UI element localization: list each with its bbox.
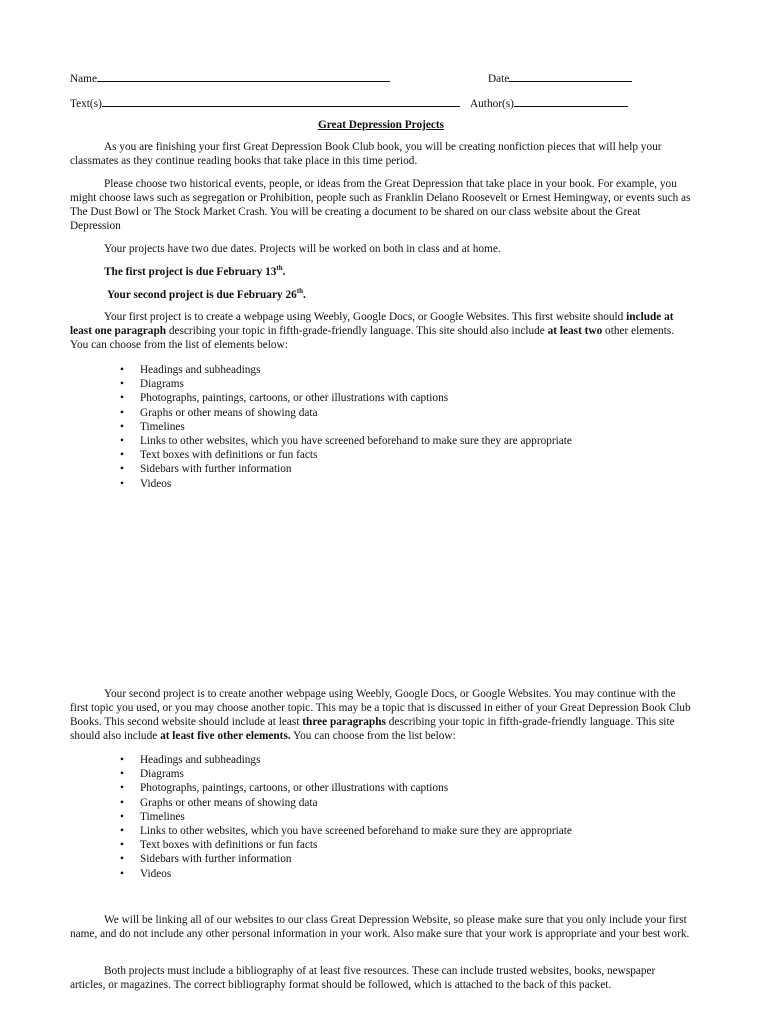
- bullet-icon: •: [120, 853, 124, 866]
- list-item: [70, 448, 692, 462]
- bullet-icon: •: [120, 406, 124, 419]
- second-due-text: Your second project is due February 26: [107, 289, 297, 301]
- bullet-icon: •: [120, 477, 124, 490]
- list-item-text: Videos: [140, 477, 172, 490]
- first-project-paragraph: [70, 310, 692, 352]
- bullet-icon: •: [120, 768, 124, 781]
- list-item: [70, 852, 692, 866]
- texts-blank: [102, 95, 460, 107]
- list-item: [70, 434, 692, 448]
- list-item-text: Timelines: [140, 420, 185, 433]
- list-item-text: Videos: [140, 867, 172, 880]
- bibliography-paragraph: Both projects must include a bibliography of at least five resources. These can include trusted websites, books, newspaper articles, or magazines. The correct bibliography format should be followed, which is attached to the back of this packet.: [70, 965, 656, 991]
- first-due-text: The first project is due February 13: [104, 266, 277, 278]
- name-label: Name: [70, 73, 97, 85]
- first-project-bold-paragraph: include at least one paragraph: [70, 311, 674, 337]
- list-item: [70, 753, 692, 767]
- list-item: [70, 377, 692, 391]
- bullet-icon: •: [120, 824, 124, 837]
- second-project-text-a: Your second project is to create another webpage using Weebly, Google Docs, or Google Websites. You may continue with the first topic you used, or you may choose another topic. This may be a topic that is discussed in either of your Great Depression Book Club Books. This second website should include at least: [70, 688, 691, 728]
- bullet-icon: •: [120, 867, 124, 880]
- list-item: [70, 824, 692, 838]
- name-blank: [97, 70, 390, 82]
- list-item: [70, 420, 692, 434]
- list-item: [70, 391, 692, 405]
- page-title: Great Depression Projects: [317, 119, 445, 131]
- choose-paragraph: Please choose two historical events, people, or ideas from the Great Depression that take place in your book. For example, you might choose laws such as segregation or Prohibition, people such as Franklin Delano Roosevelt or Ernest Hemingway, or events such as The Dust Bowl or The Stock Market Crash. You will be creating a document to be shared on our class website about the Great Depression: [70, 178, 691, 232]
- list-item-text: Headings and subheadings: [140, 364, 261, 376]
- second-due-suffix: th: [296, 287, 303, 296]
- second-project-bold-elements: at least five other elements.: [160, 730, 291, 742]
- list-item-text: Diagrams: [140, 378, 184, 391]
- date-row: [488, 70, 632, 86]
- first-project-text-c: describing your topic in fifth-grade-friendly language. This site should also include: [166, 325, 548, 337]
- first-project-bold-two: at least two: [547, 325, 603, 337]
- list-item-text: Sidebars with further information: [140, 463, 292, 476]
- linking-paragraph: We will be linking all of our websites to our class Great Depression Website, so please make sure that you only include your first name, and do not include any other personal information in your work. Also make sure that your work is appropriate and your best work.: [70, 914, 690, 940]
- texts-label: Text(s): [70, 98, 102, 110]
- list-item-text: Headings and subheadings: [140, 754, 261, 766]
- list-item-text: Graphs or other means of showing data: [140, 406, 318, 419]
- list-item-text: Text boxes with definitions or fun facts: [140, 839, 318, 852]
- authors-blank: [514, 95, 628, 107]
- bullet-icon: •: [120, 796, 124, 809]
- name-row: [70, 70, 390, 86]
- bullet-icon: •: [120, 434, 124, 447]
- second-project-bold-paragraphs: three paragraphs: [302, 716, 386, 728]
- first-due-date: [70, 265, 692, 279]
- list-item-text: Links to other websites, which you have screened beforehand to make sure they are appropriate: [140, 434, 572, 447]
- first-project-text-e: other elements. You can choose from the list of elements below:: [70, 325, 675, 351]
- authors-label: Author(s): [470, 98, 514, 110]
- list-item: [70, 781, 692, 795]
- first-due-period: .: [282, 266, 286, 278]
- list-item: [70, 363, 692, 377]
- second-project-text-e: You can choose from the list below:: [290, 730, 456, 742]
- bullet-icon: •: [120, 754, 124, 766]
- due-dates-paragraph: Your projects have two due dates. Projects will be worked on both in class and at home.: [104, 243, 501, 255]
- list-item-text: Graphs or other means of showing data: [140, 796, 318, 809]
- date-blank: [509, 70, 632, 82]
- second-project-text-c: describing your topic in fifth-grade-friendly language. This site should also include: [70, 716, 675, 742]
- list-item: [70, 796, 692, 810]
- elements-list-second: [70, 753, 692, 881]
- second-due-period: .: [302, 289, 306, 301]
- second-project-paragraph: [70, 687, 692, 743]
- list-item: [70, 838, 692, 852]
- date-label: Date: [488, 73, 510, 85]
- second-due-date: [70, 288, 692, 302]
- bullet-icon: •: [120, 839, 124, 852]
- first-project-text-a: Your first project is to create a webpage using Weebly, Google Docs, or Google Websites. This first website should: [104, 311, 627, 323]
- bullet-icon: •: [120, 420, 124, 433]
- first-due-suffix: th: [276, 264, 283, 273]
- list-item-text: Links to other websites, which you have screened beforehand to make sure they are appropriate: [140, 824, 572, 837]
- list-item-text: Text boxes with definitions or fun facts: [140, 449, 318, 462]
- list-item: [70, 867, 692, 881]
- bullet-icon: •: [120, 392, 124, 405]
- list-item-text: Photographs, paintings, cartoons, or other illustrations with captions: [140, 782, 449, 795]
- bullet-icon: •: [120, 378, 124, 391]
- list-item: [70, 767, 692, 781]
- texts-row: [70, 95, 460, 111]
- list-item-text: Sidebars with further information: [140, 853, 292, 866]
- list-item: [70, 477, 692, 491]
- elements-list-first: [70, 363, 692, 491]
- document-page: [70, 0, 692, 1024]
- bullet-icon: •: [120, 463, 124, 476]
- bullet-icon: •: [120, 810, 124, 823]
- list-item-text: Photographs, paintings, cartoons, or other illustrations with captions: [140, 392, 449, 405]
- bullet-icon: •: [120, 364, 124, 376]
- bullet-icon: •: [120, 449, 124, 462]
- bullet-icon: •: [120, 782, 124, 795]
- list-item-text: Timelines: [140, 810, 185, 823]
- list-item: [70, 810, 692, 824]
- authors-row: [470, 95, 628, 111]
- list-item: [70, 462, 692, 476]
- list-item: [70, 406, 692, 420]
- intro-paragraph: As you are finishing your first Great Depression Book Club book, you will be creating nonfiction pieces that will help your classmates as they continue reading books that take place in this time period.: [70, 141, 662, 167]
- list-item-text: Diagrams: [140, 768, 184, 781]
